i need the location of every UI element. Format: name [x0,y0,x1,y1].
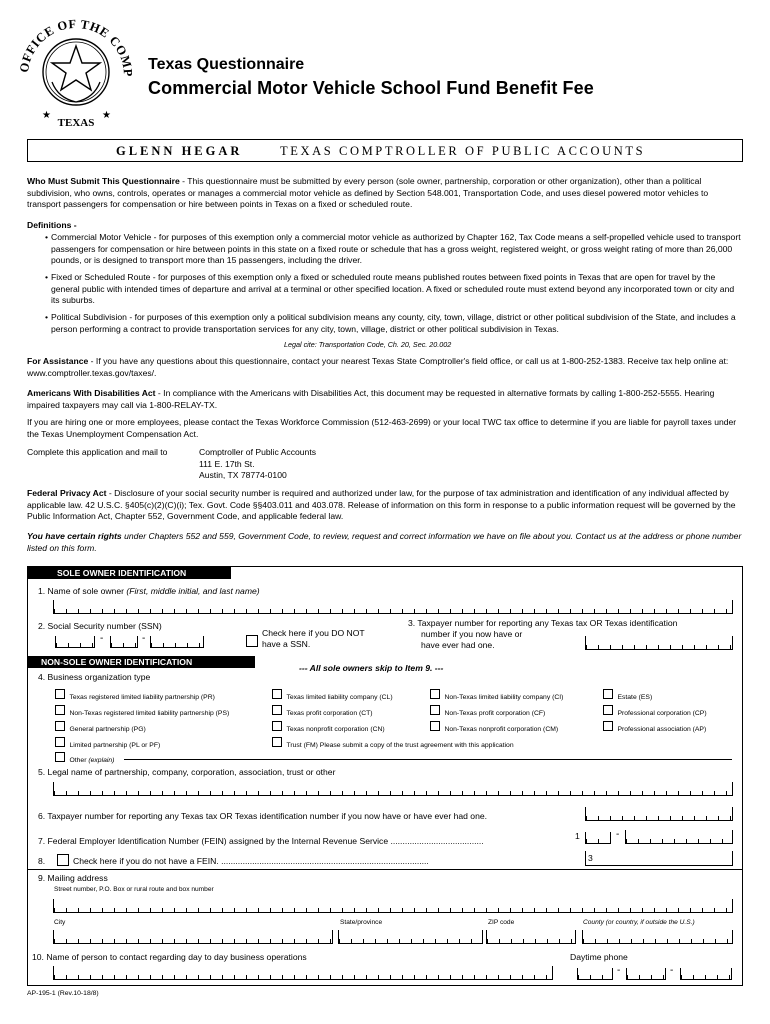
country-hint: County (or country, if outside the U.S.) [583,919,695,926]
org-type-other[interactable]: Other (explain) [55,749,114,767]
org-type-ap[interactable]: Professional association (AP) [603,718,706,736]
for-assistance: For Assistance - If you have any questions about this questionnaire, contact your nearest Texas State Comptroller's field office, or call us at 1-800-252-1383. Receive tax help online at: www.comptroller.texas.gov/taxes/. [27,356,729,378]
state-field[interactable] [338,930,483,944]
item5-label: 5. Legal name of partnership, company, corporation, association, trust or other [38,767,336,777]
street-hint: Street number, P.O. Box or rural route and box number [54,886,214,893]
svg-text:★: ★ [102,110,111,121]
city-hint: City [54,919,66,926]
daytime-phone-label: Daytime phone [570,952,628,962]
phone-area-field[interactable] [577,968,613,980]
definition-fixed-route: • Fixed or Scheduled Route - for purposes of this exemption only a fixed or scheduled route means published routes between fixed points in Texas that are open for travel by the general public with intended times of departure and arrival at a terminal or other specified location. A fixed or scheduled route must extend beyond any incorporated town or city and its suburbs. [45,272,735,305]
item9-label: 9. Mailing address [38,873,108,883]
city-field[interactable] [53,930,333,944]
org-type-pl[interactable]: Limited partnership (PL or PF) [55,734,160,752]
item10-label: 10. Name of person to contact regarding day to day business operations [32,952,307,962]
who-must-submit [27,176,743,211]
ssn-field-part2[interactable] [110,636,138,648]
org-type-cn[interactable]: Texas nonprofit corporation (CN) [272,718,385,736]
contact-name-field[interactable] [53,966,553,980]
form-number: AP-195-1 (Rev.10-18/8) [27,990,99,997]
org-type-pr[interactable]: Texas registered limited liability partnership (PR) [55,686,215,704]
seal-bottom-text: TEXAS [57,117,95,129]
org-type-cp[interactable]: Professional corporation (CP) [603,702,707,720]
item1-label: 1. Name of sole owner (First, middle initial, and last name) [38,586,260,596]
phone-prefix-field[interactable] [626,968,666,980]
fein-field-part2[interactable] [625,830,733,844]
legal-name-field[interactable] [53,782,733,796]
org-type-ci[interactable]: Non-Texas limited liability company (CI) [430,686,563,704]
no-ssn-checkbox[interactable] [246,635,258,647]
org-type-es[interactable]: Estate (ES) [603,686,652,704]
org-type-cl[interactable]: Texas limited liability company (CL) [272,686,393,704]
who-must-submit-text: - This questionnaire must be submitted by every person (sole owner, partnership, corporation or other organization), other than a political subdivision, who owns, controls, operates or manages a commercial motor vehicle as defined by Section 548.001, Transportation Code, and uses diesel powered motor vehicles to transport passengers for compensation or hire between points in Texas on a fixed or scheduled route. [27,176,709,209]
definition-cmv: • Commercial Motor Vehicle - for purposes of this exemption only a commercial motor vehicle as authorized by Chapter 162, Tax Code means a self-propelled vehicle used to transport passengers for compensation or hire between points in this state on a fixed route or schedule that has a gross weight, registered weight, or gross weight rating of more than 26,000 pounds, or is designed to transport more than 15 passengers, including the driver. [45,232,741,265]
definitions-label: Definitions - [27,220,77,230]
ssn-field-part1[interactable] [55,636,95,648]
svg-text:★: ★ [42,110,51,121]
no-fein-checkbox[interactable] [57,854,69,866]
org-type-fm[interactable]: Trust (FM) Please submit a copy of the trust agreement with this application [272,734,514,752]
street-field[interactable] [53,899,733,913]
item8-label: Check here if you do not have a FEIN. ....................................................................................... [73,856,429,866]
ada-notice: Americans With Disabilities Act - In compliance with the Americans with Disabilities Act, this document may be requested in alternative formats by calling 1-800-252-5555. Hearing impaired taxpayers may call via 1-800-RELAY-TX. [27,388,715,410]
comptroller-banner [27,139,743,162]
sole-owner-header: SOLE OWNER IDENTIFICATION [27,567,231,579]
taxpayer-number-field[interactable] [585,807,733,821]
no-fein-code: 3 [588,853,593,863]
privacy-act: Federal Privacy Act - Disclosure of your social security number is required and authorized under law, for the purpose of tax administration and identification of any individual affected by applicable law. 42 U.S.C. §405(c)(2)(C)(i); Tex. Govt. Code §§403.011 and 403.078. Release of information on this form in response to a public information request will be governed by the Public Information Act, Chapter 552, Government Code, and applicable federal law. [27,488,736,521]
seal-top-text: OFFICE OF THE COMP [16,16,136,78]
item7-label: 7. Federal Employer Identification Number (FEIN) assigned by the Internal Revenue Service ....................................... [38,836,484,846]
org-type-ct[interactable]: Texas profit corporation (CT) [272,702,373,720]
other-explain-field[interactable] [124,759,732,760]
agency-name: TEXAS COMPTROLLER OF PUBLIC ACCOUNTS [280,144,646,158]
skip-note: --- All sole owners skip to Item 9. --- [299,663,444,673]
comptroller-name: GLENN HEGAR [116,144,243,158]
zip-field[interactable] [486,930,576,944]
state-hint: State/province [340,919,383,926]
comptroller-seal [14,10,138,134]
fein-field-part1[interactable] [585,832,611,844]
org-type-ps[interactable]: Non-Texas registered limited liability partnership (PS) [55,702,229,720]
phone-line-field[interactable] [680,968,732,980]
sole-taxpayer-number-field[interactable] [585,636,733,650]
mail-to-label: Complete this application and mail to [27,447,168,457]
item2-label: 2. Social Security number (SSN) [38,621,162,631]
no-ssn-label: Check here if you DO NOT have a SSN. [262,628,365,649]
org-type-cm[interactable]: Non-Texas nonprofit corporation (CM) [430,718,558,736]
zip-hint: ZIP code [488,919,515,926]
fein-prefix: 1 [575,831,580,841]
sole-owner-name-field[interactable] [53,600,733,614]
item8-prefix: 8. [38,856,46,866]
legal-cite: Legal cite: Transportation Code, Ch. 20, Sec. 20.002 [284,340,452,349]
form-title-small: Texas Questionnaire [148,56,305,73]
hiring-notice: If you are hiring one or more employees, please contact the Texas Workforce Commission (512-463-2699) or your local TWC tax office to determine if you are liable for payroll taxes under the Texas Unemployment Compensation Act. [27,417,737,439]
rights-notice: You have certain rights under Chapters 552 and 559, Government Code, to review, request and correct information we have on file about you. Contact us at the address or phone number listed on this form. [27,531,742,553]
item4-label: 4. Business organization type [38,672,151,682]
non-sole-owner-header: NON-SOLE OWNER IDENTIFICATION [27,656,255,668]
org-type-cf[interactable]: Non-Texas profit corporation (CF) [430,702,545,720]
item6-label: 6. Taxpayer number for reporting any Texas tax OR Texas identification number if you now have or have ever had one. [38,811,488,821]
ssn-field-part3[interactable] [150,636,204,648]
form-title: Commercial Motor Vehicle School Fund Benefit Fee [148,78,594,98]
no-fein-field[interactable] [585,851,733,866]
definition-political-subdivision: • Political Subdivision - for purposes of this exemption only a political subdivision means any county, city, town, village, district or other political subdivision of the State, and includes a person performing a contract to provide transportation services for any city, town, village, district or other political subdivision in Texas. [45,312,736,334]
mail-to-address: Comptroller of Public Accounts 111 E. 17th St. Austin, TX 78774-0100 [199,447,317,480]
who-must-submit-label: Who Must Submit This Questionnaire [27,176,180,186]
org-type-pg[interactable]: General partnership (PG) [55,718,146,736]
item3-label: 3. Taxpayer number for reporting any Texas tax OR Texas identification number if you now have or have ever had one. [408,618,678,650]
county-field[interactable] [582,930,733,944]
